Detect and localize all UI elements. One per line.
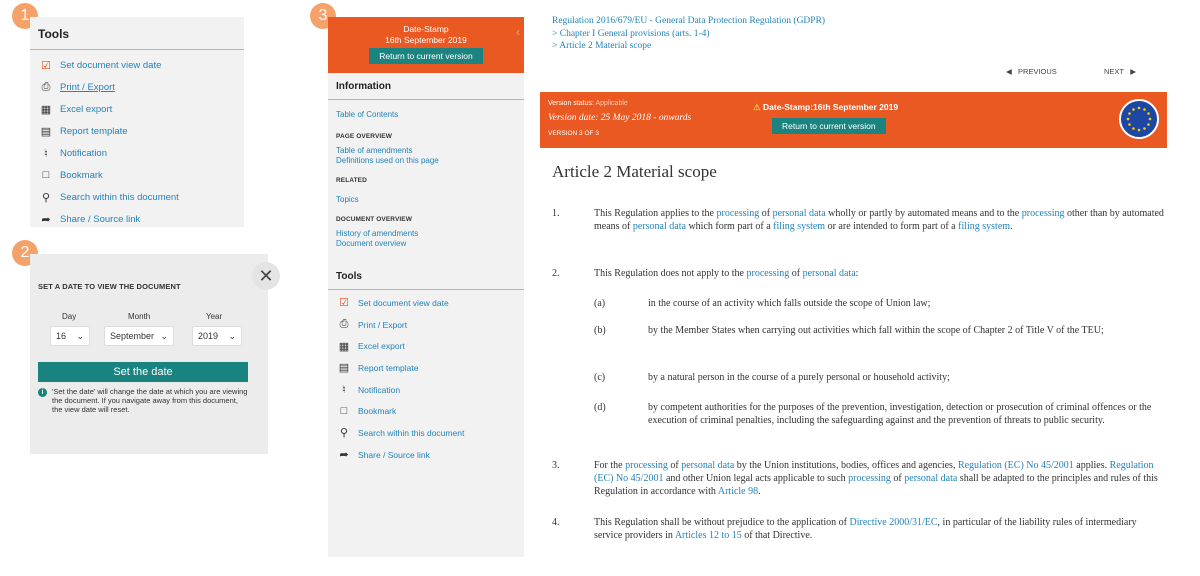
chevron-down-icon: ⌄ bbox=[160, 330, 168, 341]
calendar-icon: ☑ bbox=[339, 297, 349, 310]
year-select[interactable]: 2019 ⌄ bbox=[192, 326, 242, 346]
date-stamp-box bbox=[328, 17, 524, 73]
printer-icon: ⎙ bbox=[41, 80, 51, 93]
breadcrumb-regulation[interactable]: Regulation 2016/679/EU - General Data Protection Regulation (GDPR) bbox=[552, 16, 826, 26]
tools-title: Tools bbox=[328, 263, 524, 290]
text-segment: applies. bbox=[1073, 460, 1110, 471]
tool-share[interactable]: ➦ Share / Source link bbox=[328, 444, 524, 466]
previous-button[interactable]: ◀ PREVIOUS bbox=[1006, 67, 1057, 76]
text-segment: This Regulation applies to the bbox=[594, 208, 717, 219]
document-overview-heading: DOCUMENT OVERVIEW bbox=[336, 216, 412, 223]
text-segment: of bbox=[759, 208, 773, 219]
month-select[interactable]: September ⌄ bbox=[104, 326, 174, 346]
text-segment: of bbox=[667, 460, 682, 471]
page-overview-heading: PAGE OVERVIEW bbox=[336, 133, 392, 140]
tool-set-view-date[interactable]: ☑ Set document view date bbox=[328, 292, 524, 314]
text-segment: or are intended to form part of a bbox=[825, 221, 959, 232]
chevron-down-icon: ⌄ bbox=[76, 330, 84, 341]
term-link[interactable]: processing bbox=[848, 473, 891, 484]
tool-search[interactable]: ⚲ Search within this document bbox=[30, 186, 244, 208]
tool-share[interactable]: ➦ Share / Source link bbox=[30, 208, 244, 230]
text-segment: : bbox=[855, 268, 859, 279]
report-icon: ▤ bbox=[338, 362, 350, 375]
calendar-icon: ☑ bbox=[41, 59, 51, 72]
eu-stars bbox=[1121, 101, 1157, 137]
text-segment: This Regulation shall be without prejudice to the application of bbox=[594, 517, 850, 528]
term-link[interactable]: personal data bbox=[802, 268, 856, 279]
arrow-right-icon: ▶ bbox=[1130, 67, 1137, 76]
breadcrumb-chapter[interactable]: > Chapter I General provisions (arts. 1-4) bbox=[552, 29, 710, 39]
bell-icon: ♮ bbox=[342, 384, 346, 397]
close-icon[interactable]: ✕ bbox=[252, 262, 280, 290]
paragraph-4-text bbox=[594, 516, 1167, 542]
tool-print-export[interactable]: ⎙ Print / Export bbox=[30, 76, 244, 98]
text-segment: by the Union institutions, bodies, offices and agencies, bbox=[734, 460, 958, 471]
table-of-amendments-link[interactable]: Table of amendments bbox=[336, 146, 413, 155]
return-current-version-button[interactable]: Return to current version bbox=[772, 118, 886, 134]
month-label: Month bbox=[128, 312, 151, 321]
related-heading: RELATED bbox=[336, 177, 367, 184]
tool-print-export[interactable]: ⎙ Print / Export bbox=[328, 314, 524, 336]
tool-excel-export[interactable]: ▦ Excel export bbox=[30, 98, 244, 120]
search-icon: ⚲ bbox=[41, 191, 51, 204]
term-link[interactable]: processing bbox=[746, 268, 790, 279]
term-link[interactable]: processing bbox=[716, 208, 760, 219]
text-segment: . bbox=[1010, 221, 1013, 232]
text-segment: , in particular of the liability rules of intermediary service providers in bbox=[594, 517, 1137, 541]
day-select[interactable]: 16 ⌄ bbox=[50, 326, 90, 346]
info-text: 'Set the date' will change the date at which you are viewing the document. If you navigate away from this document, the view date will reset. bbox=[52, 387, 248, 414]
tool-bookmark[interactable]: □ Bookmark bbox=[30, 164, 244, 186]
term-link[interactable]: Directive 2000/31/EC bbox=[849, 517, 938, 528]
step-badge-3: 3 bbox=[310, 3, 336, 29]
term-link[interactable]: processing bbox=[1021, 208, 1065, 219]
step-badge-2: 2 bbox=[12, 240, 38, 266]
bell-icon: ♮ bbox=[44, 147, 48, 160]
warning-icon: ⚠ bbox=[753, 102, 761, 112]
term-link[interactable]: personal data bbox=[632, 221, 686, 232]
tools-panel bbox=[30, 17, 244, 227]
text-segment: and other Union legal acts applicable to such bbox=[663, 473, 849, 484]
bookmark-icon: □ bbox=[42, 169, 50, 181]
date-dialog bbox=[30, 254, 274, 454]
paragraph-3-text bbox=[594, 459, 1167, 498]
paragraph-2-text bbox=[594, 267, 1167, 280]
history-of-amendments-link[interactable]: History of amendments bbox=[336, 229, 419, 238]
document-sidebar bbox=[328, 17, 524, 557]
term-link[interactable]: Regulation (EC) No 45/2001 bbox=[957, 460, 1074, 471]
set-date-button[interactable]: Set the date bbox=[38, 362, 248, 382]
date-stamp-value: 16th September 2019 bbox=[385, 35, 467, 45]
term-link[interactable]: personal data bbox=[681, 460, 735, 471]
paragraph-1: 1. This Regulation applies to the processing of personal data wholly or partly by automated means and to the processing other than by automated means of personal data which form part of a filing system or are intended to form part of a filing system. bbox=[552, 207, 1167, 247]
text-segment: other than by automated means of bbox=[594, 208, 1164, 232]
tool-notification[interactable]: ♮ Notification bbox=[328, 379, 524, 401]
next-button[interactable]: NEXT ▶ bbox=[1104, 67, 1137, 76]
arrow-left-icon: ◀ bbox=[1006, 67, 1012, 76]
tool-search[interactable]: ⚲ Search within this document bbox=[328, 422, 524, 444]
eu-flag-logo bbox=[1119, 99, 1159, 139]
tool-notification[interactable]: ♮ Notification bbox=[30, 142, 244, 164]
breadcrumb-article[interactable]: > Article 2 Material scope bbox=[552, 41, 652, 51]
term-link[interactable]: Regulation (EC) No 45/2001 bbox=[594, 460, 1154, 484]
information-title: Information bbox=[328, 73, 524, 100]
info-icon: i bbox=[38, 388, 47, 397]
excel-icon: ▦ bbox=[40, 103, 52, 116]
tool-report-template[interactable]: ▤ Report template bbox=[30, 120, 244, 142]
bookmark-icon: □ bbox=[340, 405, 348, 418]
day-label: Day bbox=[62, 312, 77, 321]
text-segment: . bbox=[758, 486, 761, 497]
document-overview-link[interactable]: Document overview bbox=[336, 239, 407, 248]
version-banner bbox=[540, 92, 1167, 148]
share-icon: ➦ bbox=[339, 449, 349, 462]
definitions-link[interactable]: Definitions used on this page bbox=[336, 156, 439, 165]
main-content: Regulation 2016/679/EU - General Data Protection Regulation (GDPR) > Chapter I General provisions (arts. 1-4) > Article 2 Material scope ◀ PREVIOUS NEXT ▶ Version status: Applicable Version date: 25 May 2018 - onwards VERSION 3 OF 3 ⚠ Date-Stamp:16th September 2019 Return to current version Article 2 Material scope 1. This Regulation applies to the processing of personal data wholly or partly by automated means and to the processing other than by automated means of personal data which form part of a filing system or are intended to form part of a filing system. 2. This Regulation does not apply to the processing of personal data: (a) in the course of an activity which falls outside the scope of Union law; (b) by the Member States when carrying out activities which fall within the scope of Chapter 2 of Title V of the TEU; (c) by a natural person in the course of a purely personal or household activity; (d) by competent authorities for the purposes of the prevention, investigation, detection or prosecution of criminal offences or the execution of criminal penalties, including the safeguarding against and the prevention of threats to public security. 3. For the processing of personal data by the Union institutions, bodies, offices and agencies, Regulation (EC) No 45/2001 applies. Regulation (EC) No 45/2001 and other Union legal acts applicable to such processing of personal data shall be adapted to the principles and rules of this Regulation in accordance with Article 98. 4. This Regulation shall be without prejudice to the application of Directive 2000/31/EC, in particular of the liability rules of intermediary service providers in Articles 12 to 15 of that Directive. bbox=[540, 0, 1170, 576]
tool-set-view-date[interactable]: ☑ Set document view date bbox=[30, 54, 244, 76]
tools-title: Tools bbox=[30, 17, 244, 50]
term-link[interactable]: filing system bbox=[773, 221, 826, 232]
version-date: Version date: 25 May 2018 - onwards bbox=[548, 113, 692, 123]
excel-icon: ▦ bbox=[338, 340, 350, 353]
tool-bookmark[interactable]: □ Bookmark bbox=[328, 400, 524, 422]
paragraph-1-text bbox=[594, 207, 1167, 233]
term-link[interactable]: processing bbox=[625, 460, 668, 471]
table-of-contents-link[interactable]: Table of Contents bbox=[336, 110, 399, 119]
report-icon: ▤ bbox=[40, 125, 52, 138]
term-link[interactable]: personal data bbox=[904, 473, 958, 484]
term-link[interactable]: Article 98 bbox=[717, 486, 759, 497]
printer-icon: ⎙ bbox=[339, 318, 349, 331]
version-status: Version status: Applicable bbox=[548, 100, 628, 107]
text-segment: of bbox=[890, 473, 905, 484]
tool-report-template[interactable]: ▤ Report template bbox=[328, 357, 524, 379]
date-stamp-title: Date-Stamp bbox=[403, 24, 449, 34]
year-label: Year bbox=[206, 312, 223, 321]
term-link[interactable]: Articles 12 to 15 bbox=[674, 530, 742, 541]
tool-excel-export[interactable]: ▦ Excel export bbox=[328, 335, 524, 357]
text-segment: For the bbox=[594, 460, 626, 471]
dialog-heading: SET A DATE TO VIEW THE DOCUMENT bbox=[38, 282, 181, 291]
topics-link[interactable]: Topics bbox=[336, 195, 359, 204]
text-segment: shall be adapted to the principles and rules of this Regulation in accordance with bbox=[594, 473, 1158, 497]
date-stamp-label: ⚠ Date-Stamp:16th September 2019 bbox=[753, 102, 899, 112]
term-link[interactable]: personal data bbox=[772, 208, 826, 219]
text-segment: of that Directive. bbox=[741, 530, 813, 541]
version-number: VERSION 3 OF 3 bbox=[548, 130, 599, 137]
chevron-down-icon: ⌄ bbox=[228, 330, 236, 341]
text-segment: which form part of a bbox=[685, 221, 774, 232]
text-segment: of bbox=[789, 268, 803, 279]
return-current-version-button[interactable]: Return to current version bbox=[369, 48, 483, 64]
step-badge-1: 1 bbox=[12, 3, 38, 29]
search-icon: ⚲ bbox=[339, 427, 349, 440]
text-segment: wholly or partly by automated means and to the bbox=[825, 208, 1022, 219]
text-segment: This Regulation does not apply to the bbox=[594, 268, 747, 279]
article-title: Article 2 Material scope bbox=[552, 162, 717, 181]
share-icon: ➦ bbox=[41, 213, 51, 226]
chevron-left-icon[interactable]: ‹ bbox=[516, 25, 520, 39]
term-link[interactable]: filing system bbox=[958, 221, 1011, 232]
